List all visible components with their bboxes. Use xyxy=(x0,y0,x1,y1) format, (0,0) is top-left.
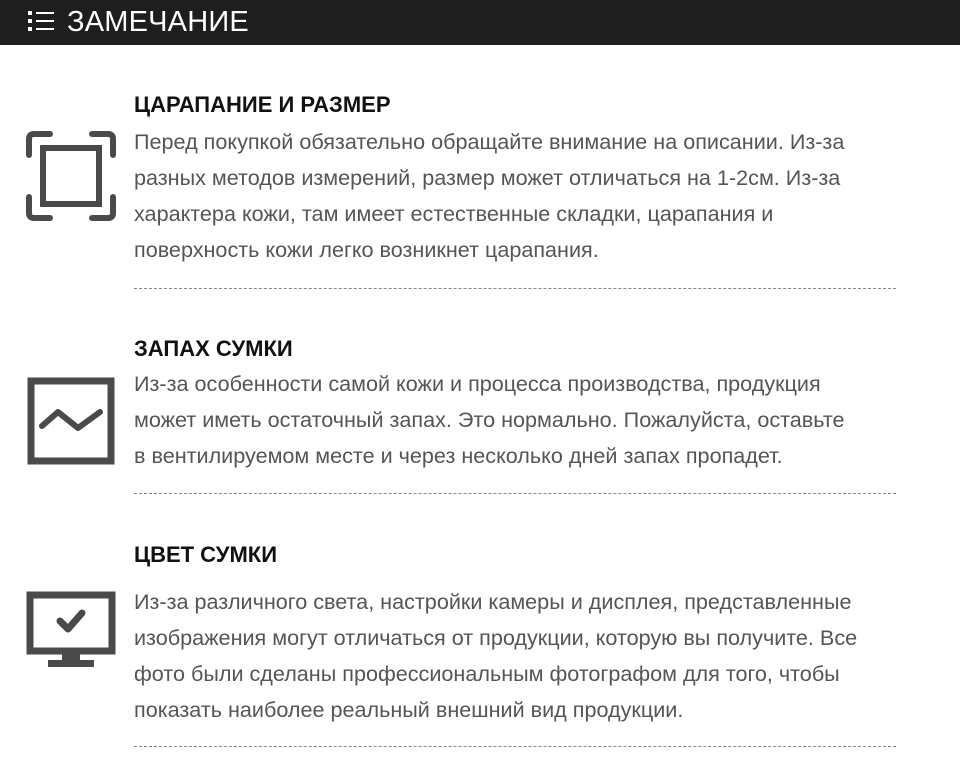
body-line: показать наиболее реальный внешний вид продукции. xyxy=(134,697,684,722)
page-header xyxy=(0,0,960,45)
body-line: поверхность кожи легко возникнет царапания. xyxy=(134,237,599,262)
body-line: фото были сделаны профессиональным фотографом для того, чтобы xyxy=(134,661,840,686)
wave-box-icon xyxy=(26,376,116,466)
section-divider xyxy=(134,746,896,747)
section-heading: ЗАПАХ СУМКИ xyxy=(134,336,293,361)
page-title: ЗАМЕЧАНИЕ xyxy=(67,6,249,38)
section-heading: ЦАРАПАНИЕ И РАЗМЕР xyxy=(134,92,391,117)
body-line: Перед покупкой обязательно обращайте внимание на описании. Из-за xyxy=(134,129,845,154)
list-icon xyxy=(28,10,54,32)
body-line: может иметь остаточный запах. Это нормально. Пожалуйста, оставьте xyxy=(134,407,845,432)
section-divider xyxy=(134,288,896,289)
section-heading: ЦВЕТ СУМКИ xyxy=(134,542,278,567)
body-line: изображения могут отличаться от продукции, которую вы получите. Все xyxy=(134,625,858,650)
monitor-check-icon xyxy=(26,586,116,676)
section-body xyxy=(134,124,944,268)
body-line: Из-за особенности самой кожи и процесса производства, продукция xyxy=(134,371,821,396)
section-body xyxy=(134,584,944,728)
section-divider xyxy=(134,493,896,494)
section-body xyxy=(134,366,944,474)
body-line: характера кожи, там имеет естественные складки, царапания и xyxy=(134,201,774,226)
frame-corners-icon xyxy=(26,131,116,221)
body-line: в вентилируемом месте и через несколько дней запах пропадет. xyxy=(134,443,783,468)
body-line: Из-за различного света, настройки камеры и дисплея, представленные xyxy=(134,589,852,614)
body-line: разных методов измерений, размер может отличаться на 1-2см. Из-за xyxy=(134,165,841,190)
